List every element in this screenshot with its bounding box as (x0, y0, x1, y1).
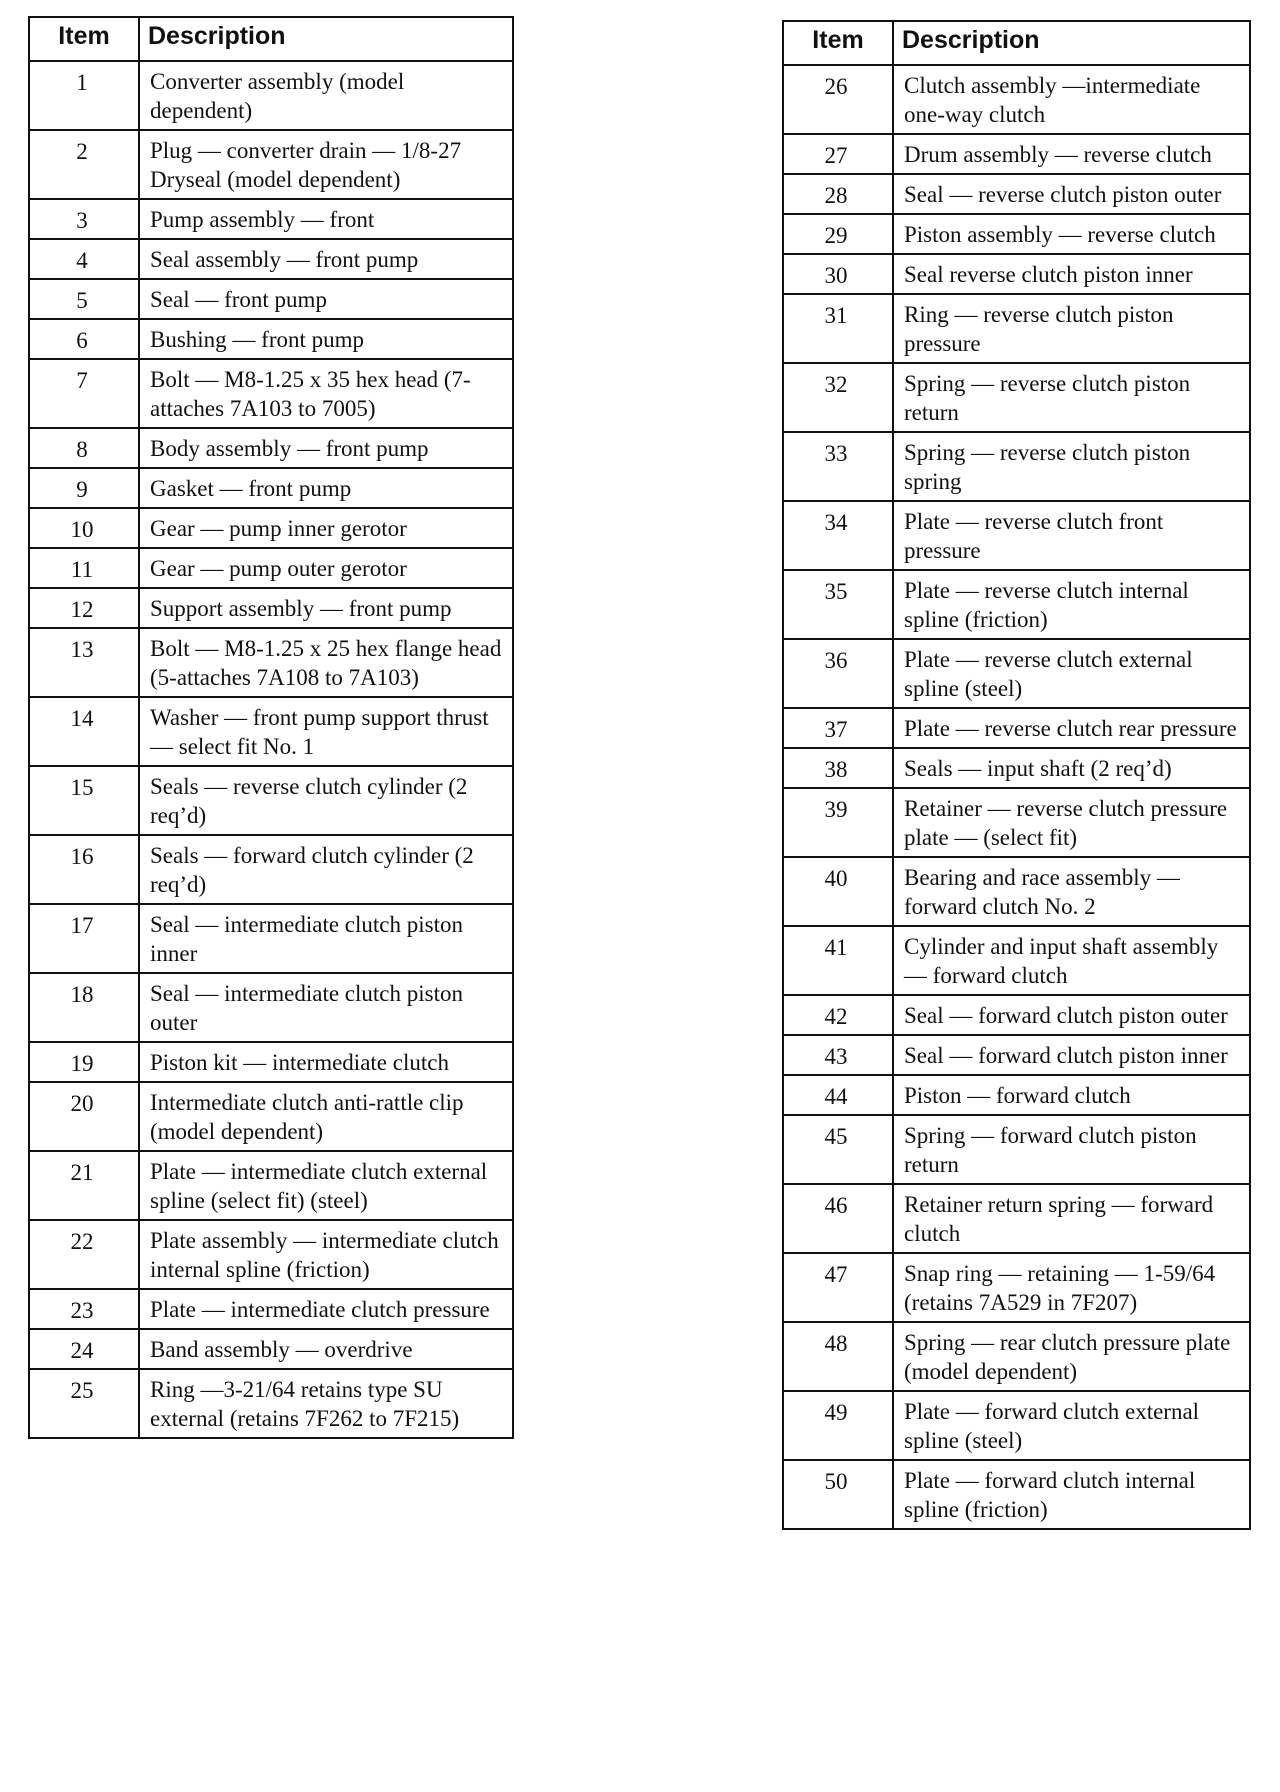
item-number: 46 (783, 1184, 893, 1253)
item-number: 26 (783, 65, 893, 134)
table-row (783, 995, 1250, 1035)
item-number: 16 (29, 835, 139, 904)
item-number: 15 (29, 766, 139, 835)
table-row (783, 294, 1250, 363)
item-number: 25 (29, 1369, 139, 1438)
item-description: Plate assembly — intermediate clutch internal spline (friction) (139, 1220, 513, 1289)
item-description: Seal — reverse clutch piston outer (893, 174, 1250, 214)
item-number: 6 (29, 319, 139, 359)
item-description: Spring — reverse clutch piston return (893, 363, 1250, 432)
item-description: Drum assembly — reverse clutch (893, 134, 1250, 174)
item-number: 9 (29, 468, 139, 508)
item-description: Plate — reverse clutch external spline (steel) (893, 639, 1250, 708)
table-row (783, 214, 1250, 254)
item-description: Plate — forward clutch internal spline (friction) (893, 1460, 1250, 1529)
table-row (783, 857, 1250, 926)
item-number: 4 (29, 239, 139, 279)
table-row (783, 639, 1250, 708)
item-number: 1 (29, 61, 139, 130)
parts-list-right (783, 65, 1250, 1529)
item-description: Spring — forward clutch piston return (893, 1115, 1250, 1184)
item-number: 36 (783, 639, 893, 708)
table-row (29, 130, 513, 199)
item-description: Washer — front pump support thrust — select fit No. 1 (139, 697, 513, 766)
table-row (29, 766, 513, 835)
table-row (29, 319, 513, 359)
item-description: Converter assembly (model dependent) (139, 61, 513, 130)
table-row (783, 363, 1250, 432)
item-number: 7 (29, 359, 139, 428)
item-number: 47 (783, 1253, 893, 1322)
table-row (29, 588, 513, 628)
item-number: 42 (783, 995, 893, 1035)
item-description: Seal — intermediate clutch piston inner (139, 904, 513, 973)
table-row (783, 1391, 1250, 1460)
table-row (783, 1322, 1250, 1391)
item-number: 48 (783, 1322, 893, 1391)
item-description: Band assembly — overdrive (139, 1329, 513, 1369)
item-number: 43 (783, 1035, 893, 1075)
item-description: Piston — forward clutch (893, 1075, 1250, 1115)
table-row (29, 1369, 513, 1438)
item-number: 8 (29, 428, 139, 468)
item-description: Bearing and race assembly — forward clutch No. 2 (893, 857, 1250, 926)
item-number: 28 (783, 174, 893, 214)
item-number: 30 (783, 254, 893, 294)
table-row (29, 199, 513, 239)
item-description: Gear — pump inner gerotor (139, 508, 513, 548)
item-description: Bolt — M8-1.25 x 25 hex flange head (5-attaches 7A108 to 7A103) (139, 628, 513, 697)
item-number: 31 (783, 294, 893, 363)
item-description: Seals — input shaft (2 req’d) (893, 748, 1250, 788)
item-number: 50 (783, 1460, 893, 1529)
item-number: 2 (29, 130, 139, 199)
table-row (783, 65, 1250, 134)
item-column-header: Item (783, 21, 893, 65)
table-row (783, 1075, 1250, 1115)
item-description: Plug — converter drain — 1/8-27 Dryseal (model dependent) (139, 130, 513, 199)
item-number: 10 (29, 508, 139, 548)
item-number: 5 (29, 279, 139, 319)
table-row (29, 1082, 513, 1151)
item-description: Bolt — M8-1.25 x 35 hex head (7-attaches 7A103 to 7005) (139, 359, 513, 428)
item-number: 29 (783, 214, 893, 254)
item-description: Seals — reverse clutch cylinder (2 req’d) (139, 766, 513, 835)
table-row (29, 359, 513, 428)
item-description: Seal — forward clutch piston outer (893, 995, 1250, 1035)
table-row (783, 254, 1250, 294)
item-description: Spring — rear clutch pressure plate (model dependent) (893, 1322, 1250, 1391)
item-description: Seal — forward clutch piston inner (893, 1035, 1250, 1075)
item-description: Plate — reverse clutch rear pressure (893, 708, 1250, 748)
item-description: Body assembly — front pump (139, 428, 513, 468)
item-description: Seal reverse clutch piston inner (893, 254, 1250, 294)
item-number: 32 (783, 363, 893, 432)
table-row (29, 548, 513, 588)
parts-table-right (782, 20, 1251, 1530)
item-description: Piston kit — intermediate clutch (139, 1042, 513, 1082)
table-row (783, 1460, 1250, 1529)
table-row (783, 1035, 1250, 1075)
item-description: Ring — reverse clutch piston pressure (893, 294, 1250, 363)
item-number: 11 (29, 548, 139, 588)
table-row (29, 904, 513, 973)
item-number: 49 (783, 1391, 893, 1460)
item-description: Cylinder and input shaft assembly — forward clutch (893, 926, 1250, 995)
table-row (29, 1042, 513, 1082)
table-row (783, 501, 1250, 570)
table-row (29, 1220, 513, 1289)
item-number: 17 (29, 904, 139, 973)
item-number: 19 (29, 1042, 139, 1082)
item-number: 21 (29, 1151, 139, 1220)
item-description: Seal — intermediate clutch piston outer (139, 973, 513, 1042)
item-description: Gear — pump outer gerotor (139, 548, 513, 588)
item-description: Plate — reverse clutch internal spline (friction) (893, 570, 1250, 639)
item-number: 41 (783, 926, 893, 995)
item-number: 34 (783, 501, 893, 570)
item-number: 14 (29, 697, 139, 766)
item-column-header: Item (29, 17, 139, 61)
item-description: Seals — forward clutch cylinder (2 req’d) (139, 835, 513, 904)
table-row (783, 708, 1250, 748)
table-row (783, 1115, 1250, 1184)
item-description: Plate — reverse clutch front pressure (893, 501, 1250, 570)
item-number: 22 (29, 1220, 139, 1289)
table-row (783, 926, 1250, 995)
item-description: Plate — forward clutch external spline (steel) (893, 1391, 1250, 1460)
table-row (29, 279, 513, 319)
item-description: Plate — intermediate clutch external spline (select fit) (steel) (139, 1151, 513, 1220)
item-description: Ring —3-21/64 retains type SU external (retains 7F262 to 7F215) (139, 1369, 513, 1438)
item-description: Pump assembly — front (139, 199, 513, 239)
table-row (783, 174, 1250, 214)
table-row (783, 432, 1250, 501)
item-description: Support assembly — front pump (139, 588, 513, 628)
item-description: Gasket — front pump (139, 468, 513, 508)
item-number: 13 (29, 628, 139, 697)
table-row (783, 1253, 1250, 1322)
item-description: Clutch assembly —intermediate one-way clutch (893, 65, 1250, 134)
table-row (783, 748, 1250, 788)
item-description: Snap ring — retaining — 1-59/64 (retains 7A529 in 7F207) (893, 1253, 1250, 1322)
table-row (29, 973, 513, 1042)
item-number: 38 (783, 748, 893, 788)
item-description: Bushing — front pump (139, 319, 513, 359)
item-number: 20 (29, 1082, 139, 1151)
item-number: 27 (783, 134, 893, 174)
table-row (29, 61, 513, 130)
table-row (783, 788, 1250, 857)
table-row (29, 697, 513, 766)
table-row (783, 134, 1250, 174)
item-number: 37 (783, 708, 893, 748)
item-description: Spring — reverse clutch piston spring (893, 432, 1250, 501)
item-description: Retainer return spring — forward clutch (893, 1184, 1250, 1253)
item-description: Seal — front pump (139, 279, 513, 319)
table-row (29, 508, 513, 548)
item-number: 24 (29, 1329, 139, 1369)
table-row (29, 1151, 513, 1220)
item-number: 23 (29, 1289, 139, 1329)
table-row (29, 1329, 513, 1369)
parts-list-left (29, 61, 513, 1438)
item-description: Intermediate clutch anti-rattle clip (model dependent) (139, 1082, 513, 1151)
description-column-header: Description (139, 17, 513, 61)
item-number: 39 (783, 788, 893, 857)
table-row (29, 835, 513, 904)
description-column-header: Description (893, 21, 1250, 65)
table-row (29, 428, 513, 468)
item-description: Seal assembly — front pump (139, 239, 513, 279)
parts-table-left (28, 16, 514, 1439)
item-description: Plate — intermediate clutch pressure (139, 1289, 513, 1329)
table-row (783, 570, 1250, 639)
item-number: 40 (783, 857, 893, 926)
item-description: Piston assembly — reverse clutch (893, 214, 1250, 254)
table-row (783, 1184, 1250, 1253)
item-number: 12 (29, 588, 139, 628)
table-row (29, 628, 513, 697)
item-number: 3 (29, 199, 139, 239)
table-row (29, 1289, 513, 1329)
header-row (29, 17, 513, 61)
header-row (783, 21, 1250, 65)
item-number: 35 (783, 570, 893, 639)
item-number: 44 (783, 1075, 893, 1115)
item-number: 45 (783, 1115, 893, 1184)
table-row (29, 239, 513, 279)
item-number: 18 (29, 973, 139, 1042)
item-number: 33 (783, 432, 893, 501)
item-description: Retainer — reverse clutch pressure plate — (select fit) (893, 788, 1250, 857)
table-row (29, 468, 513, 508)
